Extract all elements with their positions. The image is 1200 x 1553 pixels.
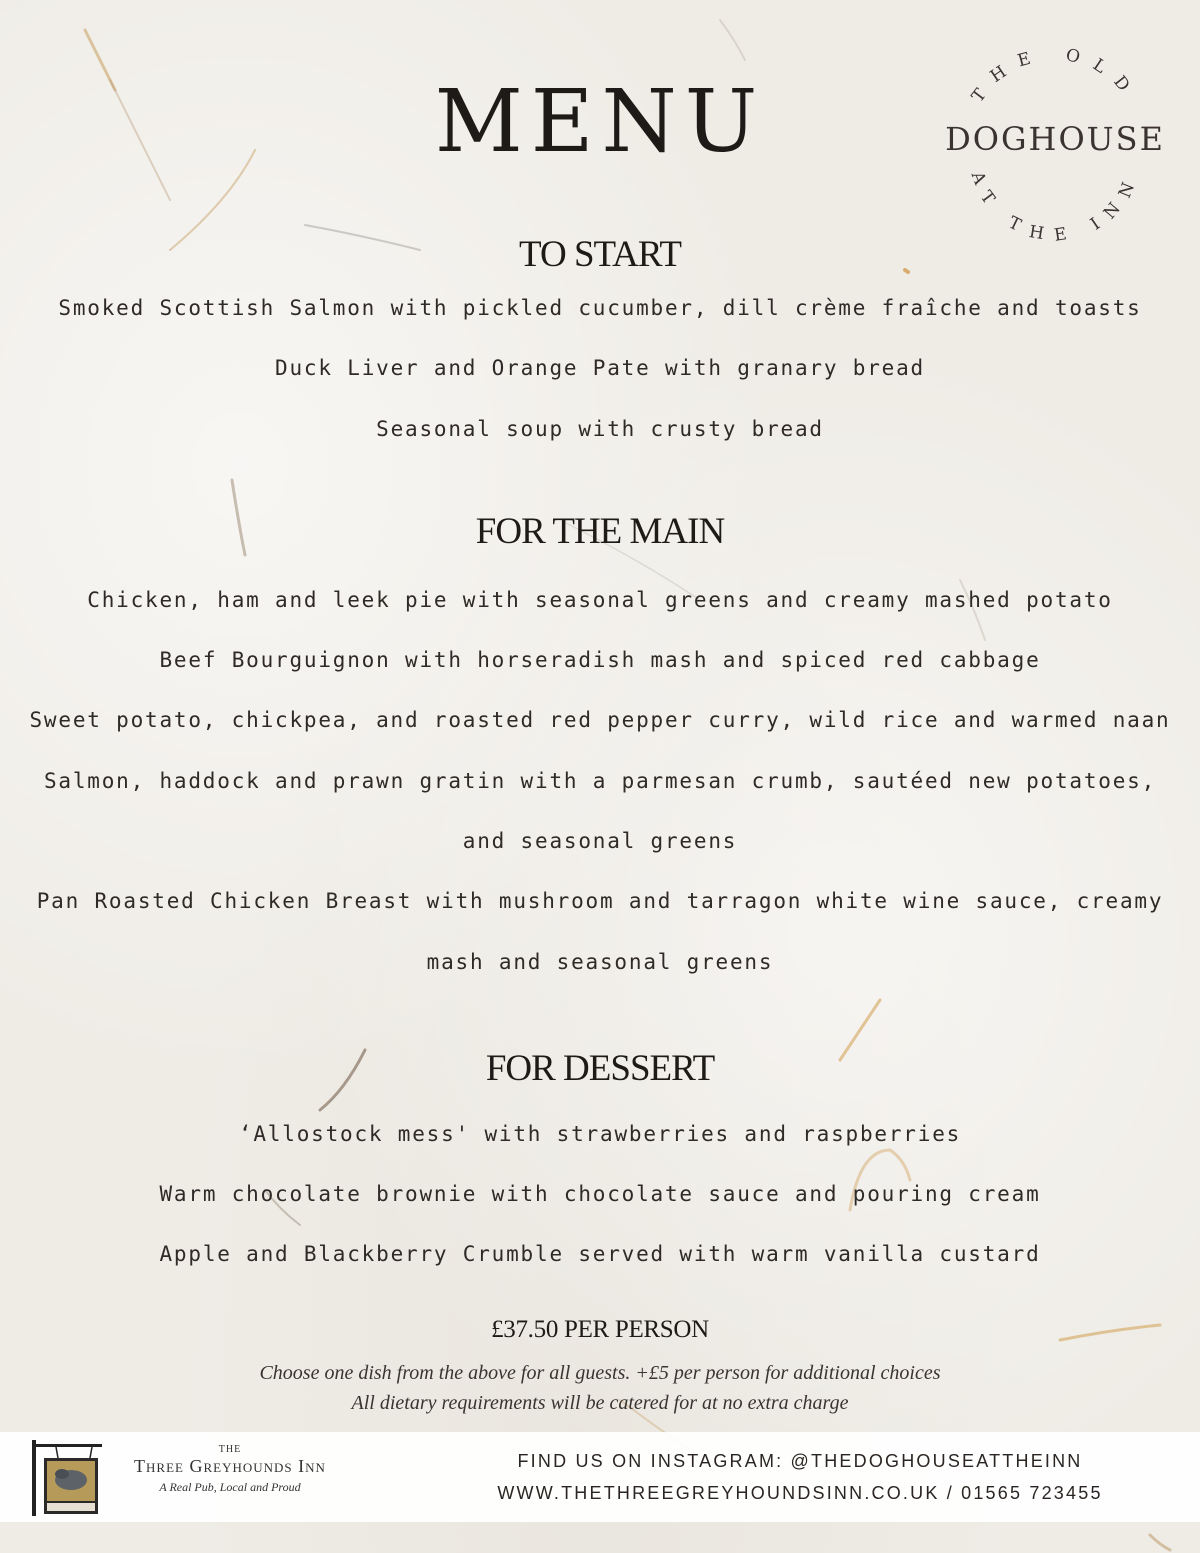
inn-sign-icon [26,1438,106,1518]
instagram-handle: FIND US ON INSTAGRAM: @THEDOGHOUSEATTHEINN [517,1451,1083,1471]
pricing-note: Choose one dish from the above for all guests. +£5 per person for additional choices [259,1362,941,1384]
section-heading-dessert: FOR DESSERT [485,1048,715,1089]
svg-text:THE OLD [968,45,1142,106]
logo-word: DOGHOUSE [945,120,1165,158]
menu-item: mash and seasonal greens [426,950,774,974]
menu-item: Salmon, haddock and prawn gratin with a parmesan crumb, sautéed new potatoes, [43,769,1157,793]
menu-item: ‘Allostock mess' with strawberries and raspberries [238,1122,962,1146]
menu-item: Smoked Scottish Salmon with pickled cucumber, dill crème fraîche and toasts [58,296,1142,320]
menu-item: Duck Liver and Orange Pate with granary bread [275,356,925,380]
menu-item: Apple and Blackberry Crumble served with warm vanilla custard [159,1242,1041,1266]
menu-item: Chicken, ham and leek pie with seasonal greens and creamy mashed potato [87,588,1113,612]
price-per-person: £37.50 PER PERSON [491,1316,709,1343]
menu-title: MENU [434,72,766,172]
footer-bar [0,1432,1200,1522]
menu-item: Sweet potato, chickpea, and roasted red pepper curry, wild rice and warmed naan [29,708,1171,732]
menu-item: Warm chocolate brownie with chocolate sauce and pouring cream [159,1182,1041,1206]
section-heading-start: TO START [519,234,681,275]
menu-item: and seasonal greens [462,829,738,853]
logo-top-text: THE OLD [967,45,1143,107]
doghouse-logo [930,45,1180,245]
logo-bottom-text: AT THE INN [966,168,1144,245]
inn-name-prefix: THE [218,1444,242,1455]
menu-item: Beef Bourguignon with horseradish mash and spiced red cabbage [159,648,1041,672]
website-phone: WWW.THETHREEGREYHOUNDSINN.CO.UK / 01565 723455 [497,1483,1103,1503]
section-heading-main: FOR THE MAIN [475,511,725,552]
dietary-note: All dietary requirements will be catered for at no extra charge [351,1392,849,1414]
inn-name: Three Greyhounds Inn [134,1456,326,1476]
inn-tagline: A Real Pub, Local and Proud [159,1480,301,1494]
menu-item: Seasonal soup with crusty bread [376,417,824,441]
menu-item: Pan Roasted Chicken Breast with mushroom and tarragon white wine sauce, creamy [36,889,1164,913]
